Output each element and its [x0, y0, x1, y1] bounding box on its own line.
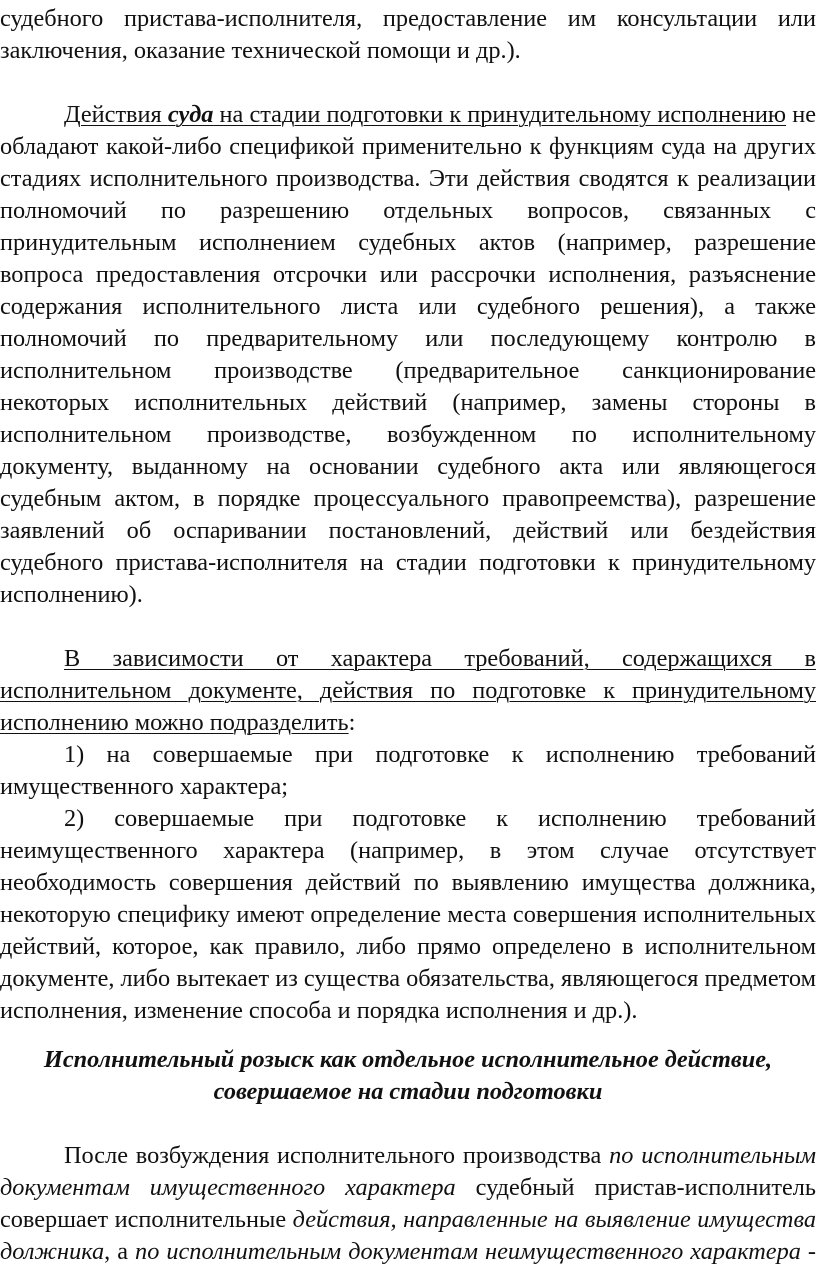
text-line: документе, либо вытекает из существа обязательства, являющегося предметом	[0, 965, 816, 992]
text-line: необходимость совершения действий по выявлению имущества должника,	[0, 869, 816, 896]
text-line: содержания исполнительного листа или судебного решения), а также	[0, 293, 816, 320]
text-line: заявлений об оспаривании постановлений, действий или бездействия	[0, 517, 816, 544]
text-fragment: , а	[104, 1238, 136, 1265]
text-line: судебным актом, в порядке процессуального правопреемства), разрешение	[0, 485, 816, 512]
italic-text: документам имущественного характера	[0, 1174, 456, 1201]
text-line: исполнительном производстве, возбужденном по исполнительному	[0, 421, 816, 448]
text-line: документу, выданному на основании судебного акта или являющегося	[0, 453, 816, 480]
underlined-text: Действия	[64, 101, 168, 128]
text-line: обладают какой-либо спецификой применительно к функциям суда на других	[0, 133, 816, 160]
text-fragment: не	[786, 101, 816, 128]
text-line: неимущественного характера (например, в этом случае отсутствует	[0, 837, 816, 864]
text-fragment: судебный пристав-исполнитель	[455, 1174, 816, 1201]
text-line: исполнительном производстве (предварительное санкционирование	[0, 357, 816, 384]
text-line: исполнения, изменение способа и порядка исполнения и др.).	[0, 997, 638, 1024]
italic-text: по исполнительным	[609, 1142, 816, 1169]
list-item: 2) совершаемые при подготовке к исполнению требований	[64, 805, 816, 832]
text-line: некоторую специфику имеют определение места совершения исполнительных	[0, 901, 816, 928]
underlined-line: исполнительном документе, действия по подготовке к принудительному	[0, 677, 816, 704]
text-fragment: совершает исполнительные	[0, 1206, 293, 1233]
text-line: полномочий по предварительному или последующему контролю в	[0, 325, 816, 352]
text-line	[0, 1236, 816, 1268]
text-line	[0, 1172, 816, 1204]
italic-text: действия, направленные на выявление имущества	[292, 1206, 816, 1233]
text-line: вопроса предоставления отсрочки или рассрочки исполнения, разъяснение	[0, 261, 816, 288]
section-heading: совершаемое на стадии подготовки	[213, 1078, 603, 1105]
list-item: 1) на совершаемые при подготовке к исполнению требований	[64, 741, 816, 768]
text-line: судебного пристава-исполнителя, предоставление им консультации или	[0, 5, 816, 32]
colon: :	[348, 709, 356, 736]
text-line: имущественного характера;	[0, 773, 288, 800]
paragraph-first-line	[64, 99, 816, 131]
text-line: принудительным исполнением судебных актов (например, разрешение	[0, 229, 816, 256]
italic-text: должника	[0, 1238, 105, 1265]
text-line: заключения, оказание технической помощи и др.).	[0, 37, 521, 64]
text-fragment: -	[800, 1238, 816, 1265]
section-heading: Исполнительный розыск как отдельное исполнительное действие,	[43, 1046, 773, 1073]
text-line: стадиях исполнительного производства. Эти действия сводятся к реализации	[0, 165, 816, 192]
underlined-line: В зависимости от характера требований, содержащихся в	[64, 645, 816, 672]
text-line: действий, которое, как правило, либо прямо определено в исполнительном	[0, 933, 816, 960]
underlined-text: на стадии подготовки к принудительному исполнению	[213, 101, 787, 128]
italic-text: по исполнительным документам неимущественного характера	[135, 1238, 801, 1265]
text-line: судебного пристава-исполнителя на стадии подготовки к принудительному	[0, 549, 816, 576]
text-line: некоторых исполнительных действий (например, замены стороны в	[0, 389, 816, 416]
text-line	[0, 1204, 816, 1236]
text-line: полномочий по разрешению отдельных вопросов, связанных с	[0, 197, 816, 224]
text-fragment: После возбуждения исполнительного производства	[64, 1142, 610, 1169]
paragraph-first-line	[64, 1140, 816, 1172]
underlined-text: исполнению можно подразделить	[0, 709, 349, 736]
text-line: исполнению).	[0, 581, 143, 608]
emphasized-word: суда	[167, 101, 214, 128]
text-line	[0, 707, 816, 739]
